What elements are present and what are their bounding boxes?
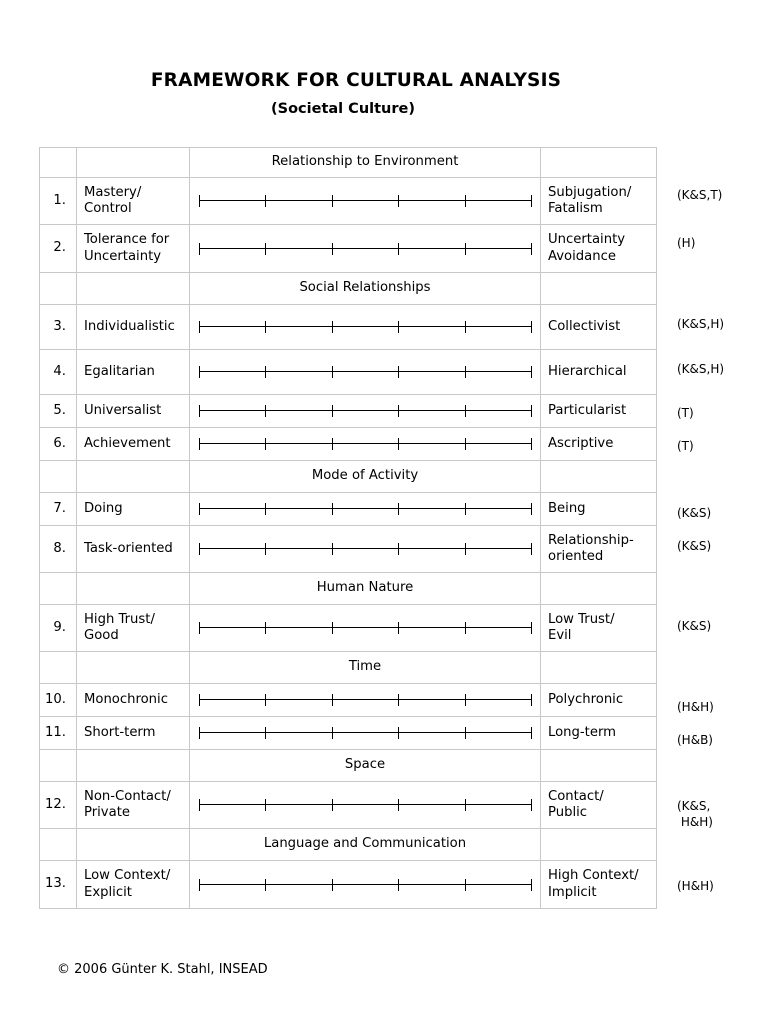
scale-tick-5[interactable] <box>465 405 466 417</box>
dimension-row <box>40 861 657 909</box>
scale-tick-2[interactable] <box>265 366 266 378</box>
rating-scale-cell <box>190 526 541 573</box>
scale-tick-5[interactable] <box>465 727 466 739</box>
scale-tick-5[interactable] <box>465 438 466 450</box>
scale-line <box>199 884 532 885</box>
page-title: FRAMEWORK FOR CULTURAL ANALYSIS <box>150 70 562 91</box>
dimension-row <box>40 684 657 717</box>
right-pole-label: Low Trust/ Evil <box>541 605 657 652</box>
scale-tick-2[interactable] <box>265 503 266 515</box>
empty-cell <box>77 461 190 493</box>
dimension-row <box>40 605 657 652</box>
rating-scale-cell <box>190 225 541 273</box>
rating-scale-cell <box>190 717 541 750</box>
right-pole-label: Long-term <box>541 717 657 750</box>
scale-tick-4[interactable] <box>398 694 399 706</box>
rating-scale[interactable] <box>199 321 532 333</box>
scale-tick-2[interactable] <box>265 622 266 634</box>
scale-tick-1[interactable] <box>199 622 200 634</box>
empty-cell <box>40 829 77 861</box>
scale-tick-4[interactable] <box>398 321 399 333</box>
empty-cell <box>541 750 657 782</box>
scale-tick-6[interactable] <box>531 694 532 706</box>
left-pole-label: Short-term <box>77 717 190 750</box>
dimension-row <box>40 717 657 750</box>
dimension-number: 10. <box>40 684 77 717</box>
section-heading: Mode of Activity <box>190 461 541 493</box>
left-pole-label: Task-oriented <box>77 526 190 573</box>
dimension-row <box>40 782 657 829</box>
source-reference: (H) <box>677 236 696 250</box>
scale-tick-5[interactable] <box>465 879 466 891</box>
scale-line <box>199 804 532 805</box>
scale-line <box>199 410 532 411</box>
scale-tick-6[interactable] <box>531 799 532 811</box>
right-pole-label: Polychronic <box>541 684 657 717</box>
scale-line <box>199 627 532 628</box>
dimension-row <box>40 225 657 273</box>
right-pole-label: Hierarchical <box>541 350 657 395</box>
right-pole-label: Collectivist <box>541 305 657 350</box>
dimension-row <box>40 350 657 395</box>
section-header-row <box>40 829 657 861</box>
empty-cell <box>40 461 77 493</box>
empty-cell <box>40 652 77 684</box>
right-pole-label: Contact/ Public <box>541 782 657 829</box>
scale-tick-3[interactable] <box>332 243 333 255</box>
scale-line <box>199 371 532 372</box>
scale-tick-1[interactable] <box>199 405 200 417</box>
scale-tick-5[interactable] <box>465 622 466 634</box>
scale-line <box>199 200 532 201</box>
dimension-number: 1. <box>40 178 77 225</box>
section-heading: Time <box>190 652 541 684</box>
section-heading: Social Relationships <box>190 273 541 305</box>
rating-scale-cell <box>190 428 541 461</box>
empty-cell <box>77 750 190 782</box>
rating-scale-cell <box>190 305 541 350</box>
scale-tick-5[interactable] <box>465 366 466 378</box>
scale-tick-2[interactable] <box>265 438 266 450</box>
scale-tick-1[interactable] <box>199 799 200 811</box>
scale-tick-1[interactable] <box>199 694 200 706</box>
empty-cell <box>40 148 77 178</box>
dimension-number: 13. <box>40 861 77 909</box>
rating-scale-cell <box>190 350 541 395</box>
scale-tick-5[interactable] <box>465 503 466 515</box>
scale-tick-3[interactable] <box>332 879 333 891</box>
scale-tick-5[interactable] <box>465 321 466 333</box>
scale-tick-2[interactable] <box>265 727 266 739</box>
scale-tick-4[interactable] <box>398 543 399 555</box>
scale-tick-3[interactable] <box>332 503 333 515</box>
dimension-row <box>40 395 657 428</box>
scale-tick-2[interactable] <box>265 543 266 555</box>
scale-tick-4[interactable] <box>398 879 399 891</box>
empty-cell <box>541 461 657 493</box>
rating-scale-cell <box>190 178 541 225</box>
dimension-number: 8. <box>40 526 77 573</box>
scale-tick-6[interactable] <box>531 727 532 739</box>
right-pole-label: Uncertainty Avoidance <box>541 225 657 273</box>
source-reference: (K&S) <box>677 539 712 553</box>
empty-cell <box>77 829 190 861</box>
scale-tick-5[interactable] <box>465 799 466 811</box>
right-pole-label: Particularist <box>541 395 657 428</box>
scale-tick-6[interactable] <box>531 503 532 515</box>
scale-tick-6[interactable] <box>531 195 532 207</box>
scale-tick-1[interactable] <box>199 195 200 207</box>
empty-cell <box>77 652 190 684</box>
scale-tick-1[interactable] <box>199 727 200 739</box>
scale-tick-3[interactable] <box>332 622 333 634</box>
scale-tick-1[interactable] <box>199 543 200 555</box>
section-header-row <box>40 573 657 605</box>
section-heading: Space <box>190 750 541 782</box>
scale-tick-1[interactable] <box>199 366 200 378</box>
scale-tick-4[interactable] <box>398 503 399 515</box>
rating-scale[interactable] <box>199 694 532 706</box>
scale-line <box>199 699 532 700</box>
copyright-footer: © 2006 Günter K. Stahl, INSEAD <box>57 962 268 977</box>
scale-tick-2[interactable] <box>265 799 266 811</box>
scale-tick-4[interactable] <box>398 405 399 417</box>
empty-cell <box>541 829 657 861</box>
left-pole-label: Low Context/ Explicit <box>77 861 190 909</box>
scale-tick-6[interactable] <box>531 321 532 333</box>
scale-tick-6[interactable] <box>531 405 532 417</box>
dimension-number: 9. <box>40 605 77 652</box>
dimension-row <box>40 305 657 350</box>
rating-scale[interactable] <box>199 799 532 811</box>
scale-tick-4[interactable] <box>398 438 399 450</box>
scale-line <box>199 443 532 444</box>
scale-line <box>199 548 532 549</box>
section-header-row <box>40 461 657 493</box>
left-pole-label: Mastery/ Control <box>77 178 190 225</box>
source-reference: (K&S, H&H) <box>677 799 713 829</box>
rating-scale-cell <box>190 861 541 909</box>
dimension-row <box>40 428 657 461</box>
scale-line <box>199 326 532 327</box>
section-heading: Relationship to Environment <box>190 148 541 178</box>
dimension-row <box>40 178 657 225</box>
empty-cell <box>541 148 657 178</box>
dimension-row <box>40 526 657 573</box>
left-pole-label: High Trust/ Good <box>77 605 190 652</box>
scale-tick-4[interactable] <box>398 195 399 207</box>
section-header-row <box>40 750 657 782</box>
scale-tick-1[interactable] <box>199 321 200 333</box>
scale-tick-5[interactable] <box>465 543 466 555</box>
rating-scale-cell <box>190 395 541 428</box>
source-reference: (K&S) <box>677 619 712 633</box>
scale-tick-3[interactable] <box>332 321 333 333</box>
dimension-number: 5. <box>40 395 77 428</box>
rating-scale[interactable] <box>199 405 532 417</box>
source-reference: (H&H) <box>677 879 714 893</box>
scale-tick-6[interactable] <box>531 366 532 378</box>
dimension-number: 12. <box>40 782 77 829</box>
rating-scale[interactable] <box>199 622 532 634</box>
section-header-row <box>40 652 657 684</box>
right-pole-label: Being <box>541 493 657 526</box>
scale-tick-1[interactable] <box>199 438 200 450</box>
source-reference: (K&S,H) <box>677 317 725 331</box>
rating-scale[interactable] <box>199 366 532 378</box>
scale-tick-5[interactable] <box>465 243 466 255</box>
section-header-row <box>40 148 657 178</box>
scale-tick-3[interactable] <box>332 195 333 207</box>
scale-tick-2[interactable] <box>265 243 266 255</box>
dimension-number: 4. <box>40 350 77 395</box>
rating-scale-cell <box>190 605 541 652</box>
scale-tick-4[interactable] <box>398 799 399 811</box>
empty-cell <box>40 573 77 605</box>
scale-tick-4[interactable] <box>398 243 399 255</box>
section-heading: Language and Communication <box>190 829 541 861</box>
source-reference: (H&H) <box>677 700 714 714</box>
empty-cell <box>77 148 190 178</box>
framework-table <box>39 147 657 909</box>
empty-cell <box>77 573 190 605</box>
empty-cell <box>40 750 77 782</box>
scale-tick-4[interactable] <box>398 622 399 634</box>
scale-line <box>199 248 532 249</box>
scale-line <box>199 732 532 733</box>
scale-tick-3[interactable] <box>332 366 333 378</box>
left-pole-label: Monochronic <box>77 684 190 717</box>
dimension-number: 6. <box>40 428 77 461</box>
scale-tick-4[interactable] <box>398 366 399 378</box>
dimension-number: 3. <box>40 305 77 350</box>
right-pole-label: High Context/ Implicit <box>541 861 657 909</box>
dimension-number: 7. <box>40 493 77 526</box>
section-header-row <box>40 273 657 305</box>
scale-tick-6[interactable] <box>531 438 532 450</box>
scale-tick-2[interactable] <box>265 321 266 333</box>
right-pole-label: Subjugation/ Fatalism <box>541 178 657 225</box>
scale-tick-6[interactable] <box>531 543 532 555</box>
scale-tick-6[interactable] <box>531 879 532 891</box>
scale-tick-3[interactable] <box>332 694 333 706</box>
scale-tick-2[interactable] <box>265 694 266 706</box>
scale-tick-5[interactable] <box>465 195 466 207</box>
rating-scale[interactable] <box>199 879 532 891</box>
dimension-number: 2. <box>40 225 77 273</box>
scale-tick-3[interactable] <box>332 438 333 450</box>
right-pole-label: Relationship- oriented <box>541 526 657 573</box>
dimension-number: 11. <box>40 717 77 750</box>
left-pole-label: Egalitarian <box>77 350 190 395</box>
section-heading: Human Nature <box>190 573 541 605</box>
scale-tick-1[interactable] <box>199 243 200 255</box>
scale-tick-4[interactable] <box>398 727 399 739</box>
source-reference: (T) <box>677 406 694 420</box>
rating-scale[interactable] <box>199 503 532 515</box>
scale-tick-2[interactable] <box>265 879 266 891</box>
scale-tick-3[interactable] <box>332 799 333 811</box>
right-pole-label: Ascriptive <box>541 428 657 461</box>
left-pole-label: Individualistic <box>77 305 190 350</box>
left-pole-label: Tolerance for Uncertainty <box>77 225 190 273</box>
left-pole-label: Doing <box>77 493 190 526</box>
rating-scale[interactable] <box>199 243 532 255</box>
dimension-row <box>40 493 657 526</box>
rating-scale-cell <box>190 493 541 526</box>
rating-scale[interactable] <box>199 438 532 450</box>
empty-cell <box>541 573 657 605</box>
page-subtitle: (Societal Culture) <box>271 101 415 117</box>
scale-tick-6[interactable] <box>531 243 532 255</box>
source-reference: (K&S,H) <box>677 362 725 376</box>
empty-cell <box>541 273 657 305</box>
rating-scale-cell <box>190 782 541 829</box>
rating-scale[interactable] <box>199 543 532 555</box>
empty-cell <box>77 273 190 305</box>
scale-tick-1[interactable] <box>199 503 200 515</box>
rating-scale[interactable] <box>199 727 532 739</box>
source-reference: (T) <box>677 439 694 453</box>
source-reference: (K&S) <box>677 506 712 520</box>
empty-cell <box>40 273 77 305</box>
scale-tick-2[interactable] <box>265 195 266 207</box>
scale-tick-6[interactable] <box>531 622 532 634</box>
source-reference: (K&S,T) <box>677 188 723 202</box>
scale-tick-5[interactable] <box>465 694 466 706</box>
left-pole-label: Non-Contact/ Private <box>77 782 190 829</box>
rating-scale-cell <box>190 684 541 717</box>
left-pole-label: Universalist <box>77 395 190 428</box>
scale-tick-2[interactable] <box>265 405 266 417</box>
scale-tick-1[interactable] <box>199 879 200 891</box>
empty-cell <box>541 652 657 684</box>
scale-tick-3[interactable] <box>332 405 333 417</box>
scale-tick-3[interactable] <box>332 727 333 739</box>
rating-scale[interactable] <box>199 195 532 207</box>
scale-line <box>199 508 532 509</box>
source-reference: (H&B) <box>677 733 713 747</box>
scale-tick-3[interactable] <box>332 543 333 555</box>
left-pole-label: Achievement <box>77 428 190 461</box>
